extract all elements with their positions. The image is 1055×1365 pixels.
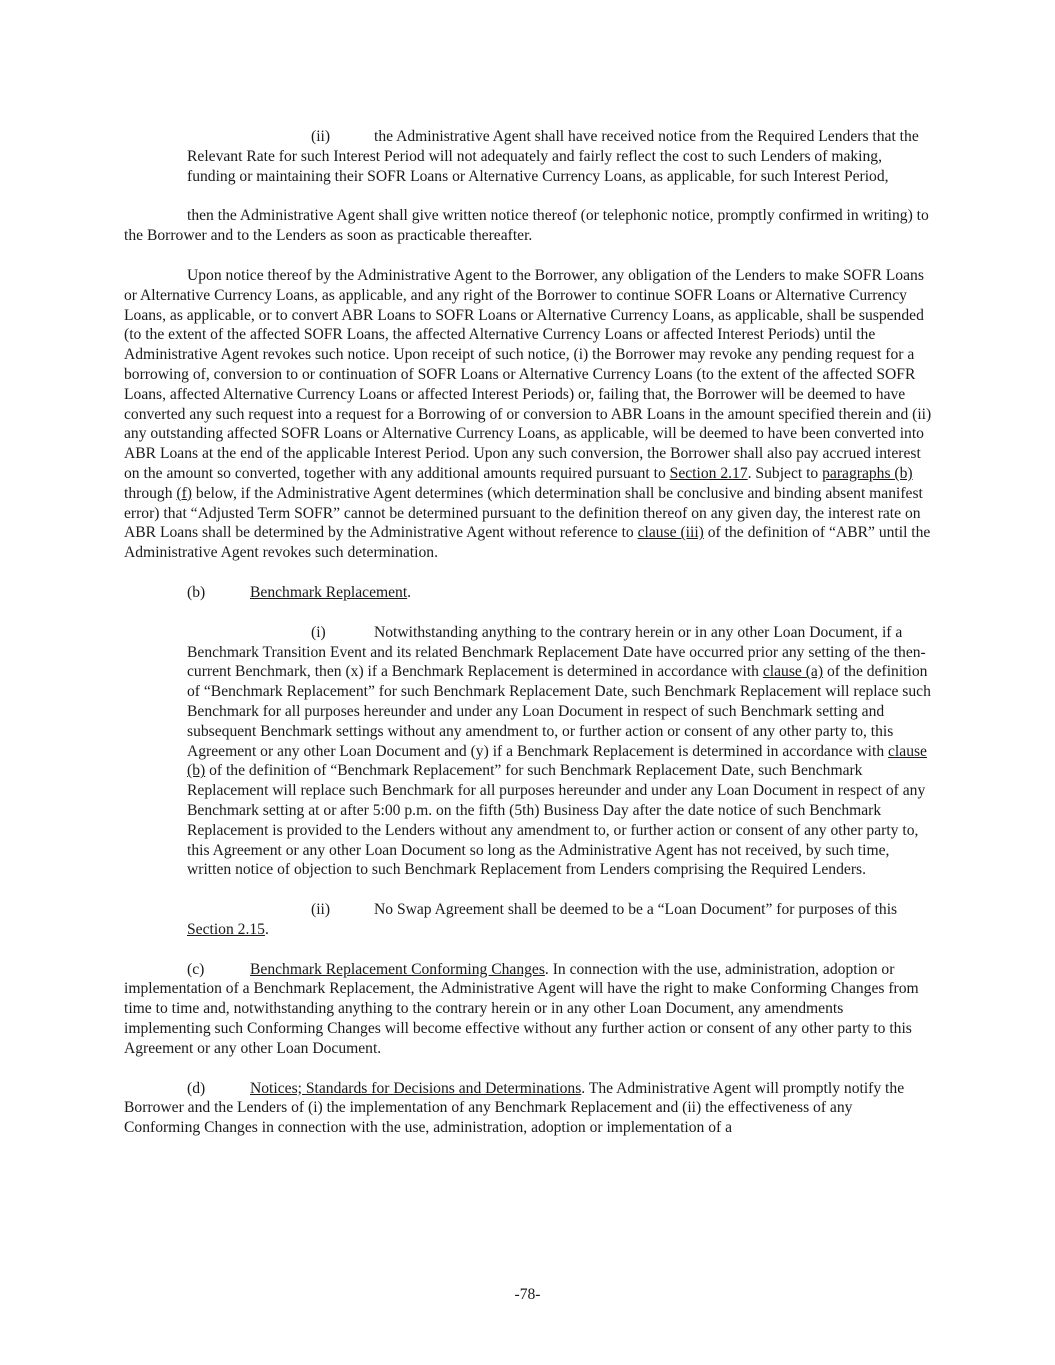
clause-text: of the definition of “Benchmark Replacement” for such Benchmark Replacement Date, such Benchmark Replacement will replace such Benchmark for all purposes hereunder and under any Loan Document in respect of such Benchmark setting and subsequent Benchmark settings without any amendment to, or further action or consent of any other party to, this Agreement or any other Loan Document and (y) if a Benchmark Replacement is determined in accordance with xyxy=(187,663,931,760)
page-number: -78- xyxy=(514,1286,541,1303)
paragraph-text: Upon notice thereof by the Administrative Agent to the Borrower, any obligation of the Lenders to make SOFR Loans or Alternative Currency Loans, as applicable, and any right of the Borrower to continue SOFR Loans or Alternative Currency Loans, as applicable, or to convert ABR Loans to SOFR Loans or Alternative Currency Loans, as applicable, shall be suspended (to the extent of the affected SOFR Loans, the affected Alternative Currency Loans or affected Interest Periods) until the Administrative Agent revokes such notice. Upon receipt of such notice, (i) the Borrower may revoke any pending request for a borrowing of, conversion to or continuation of SOFR Loans or Alternative Currency Loans (to the extent of the affected SOFR Loans, affected Alternative Currency Loans or affected Interest Periods) or, failing that, the Borrower will be deemed to have converted any such request into a request for a Borrowing of or conversion to ABR Loans in the amount specified therein and (ii) any outstanding affected SOFR Loans or Alternative Currency Loans, as applicable, will be deemed to have been converted into ABR Loans at the end of the applicable Interest Period. Upon any such conversion, the Borrower shall also pay accrued interest on the amount so converted, together with any additional amounts required pursuant to xyxy=(124,266,932,482)
paragraph-reference-link[interactable]: (f) xyxy=(176,484,193,502)
paragraph-text: . In connection with the use, administration, adoption or implementation of a Benchmark Replacement, the Administrative Agent will have the right to make Conforming Changes from time to time and, notwithstanding anything to the contrary herein or in any other Loan Document, any amendments implementing such Conforming Changes will become effective without any further action or consent of any other party to this Agreement or any other Loan Document. xyxy=(124,960,919,1057)
section-label: (d) xyxy=(187,1079,206,1097)
upon-notice-paragraph xyxy=(124,266,932,563)
paragraph-reference-link[interactable]: paragraphs (b) xyxy=(822,464,913,482)
section-c-paragraph xyxy=(124,960,932,1059)
clause-label: (i) xyxy=(311,623,326,641)
paragraph-text: . Subject to xyxy=(747,464,823,482)
clause-text: . xyxy=(264,920,269,938)
then-paragraph xyxy=(124,206,932,246)
clause-b-i-paragraph xyxy=(187,623,932,880)
section-heading: Benchmark Replacement Conforming Changes xyxy=(250,960,545,978)
section-heading: Notices; Standards for Decisions and Determinations xyxy=(250,1079,582,1097)
paragraph-text: of the definition of “ABR” until the Administrative Agent revokes such determination. xyxy=(124,524,931,562)
clause-reference-link[interactable]: clause (a) xyxy=(762,663,824,681)
clause-text: the Administrative Agent shall have received notice from the Required Lenders that the Relevant Rate for such Interest Period will not adequately and fairly reflect the cost to such Lenders of making, funding or maintaining their SOFR Loans or Alternative Currency Loans, as applicable, for such Interest Period, xyxy=(187,128,919,185)
clause-text: No Swap Agreement shall be deemed to be a “Loan Document” for purposes of this xyxy=(374,901,898,919)
section-label: (c) xyxy=(187,960,205,978)
clause-label: (ii) xyxy=(311,128,331,145)
heading-punctuation: . xyxy=(407,583,412,601)
section-heading: Benchmark Replacement xyxy=(250,583,408,601)
section-d-paragraph xyxy=(124,1079,932,1138)
clause-ii-paragraph xyxy=(187,127,932,186)
section-reference-link[interactable]: Section 2.17 xyxy=(669,464,748,482)
clause-b-ii-paragraph xyxy=(187,900,932,940)
clause-text: Notwithstanding anything to the contrary herein or in any other Loan Document, if a Benchmark Transition Event and its related Benchmark Replacement Date have occurred prior any setting of the then-current Benchmark, then (x) if a Benchmark Replacement is determined in accordance with xyxy=(187,623,926,681)
section-reference-link[interactable]: Section 2.15 xyxy=(187,920,265,938)
document-page xyxy=(124,124,932,1138)
clause-reference-link[interactable]: clause (iii) xyxy=(637,524,704,542)
section-label: (b) xyxy=(187,583,206,601)
clause-reference-link[interactable]: clause (b) xyxy=(187,742,927,780)
paragraph-text: through xyxy=(124,484,177,502)
paragraph-text: then the Administrative Agent shall give written notice thereof (or telephonic notice, promptly confirmed in writing) to the Borrower and to the Lenders as soon as practicable thereafter. xyxy=(124,207,929,245)
clause-label: (ii) xyxy=(311,901,331,919)
clause-text: of the definition of “Benchmark Replacement” for such Benchmark Replacement Date, such Benchmark Replacement will replace such Benchmark for all purposes hereunder and under any Loan Document in respect of any Benchmark setting at or after 5:00 p.m. on the fifth (5th) Business Day after the date notice of such Benchmark Replacement is provided to the Lenders without any amendment to, or further action or consent of any other party to, this Agreement or any other Loan Document so long as the Administrative Agent has not received, by such time, written notice of objection to such Benchmark Replacement from Lenders comprising the Required Lenders. xyxy=(187,762,926,879)
section-b-heading xyxy=(124,583,932,603)
paragraph-text: below, if the Administrative Agent determines (which determination shall be conclusive and binding absent manifest error) that “Adjusted Term SOFR” cannot be determined pursuant to the definition thereof on any given day, the interest rate on ABR Loans shall be determined by the Administrative Agent without reference to xyxy=(124,484,923,542)
paragraph-text: . The Administrative Agent will promptly notify the Borrower and the Lenders of (i) the implementation of any Benchmark Replacement and (ii) the effectiveness of any Conforming Changes in connection with the use, administration, adoption or implementation of a xyxy=(124,1079,905,1137)
